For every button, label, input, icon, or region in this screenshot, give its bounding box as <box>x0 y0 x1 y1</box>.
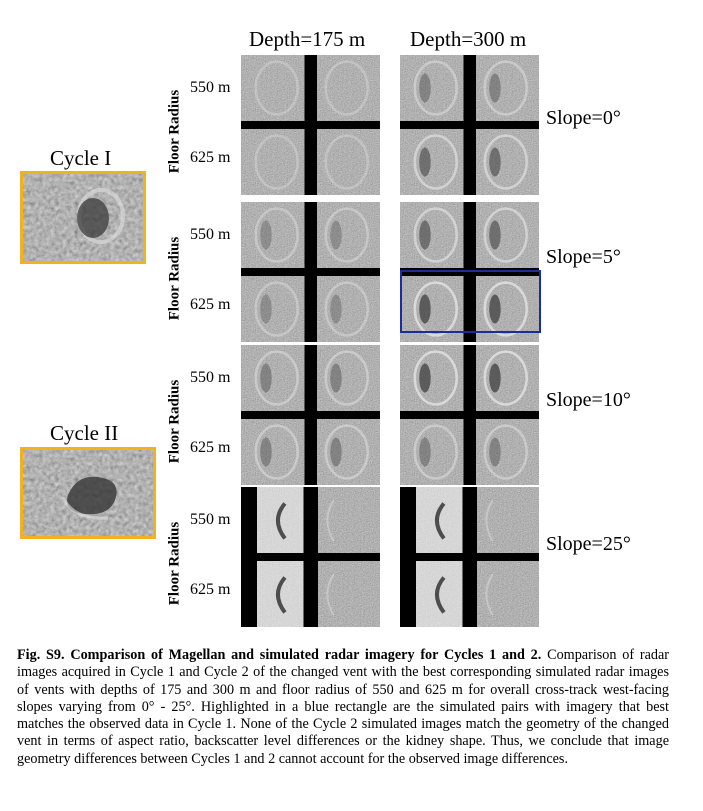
simulated-radar-panel <box>241 419 305 485</box>
caption-title: Fig. S9. Comparison of Magellan and simulated radar imagery for Cycles 1 and 2. <box>17 647 542 663</box>
simulated-radar-panel <box>317 276 381 342</box>
simulated-image-cross <box>241 202 380 342</box>
row-label-625m: 625 m <box>190 296 231 313</box>
simulated-image-cross <box>241 345 380 485</box>
floor-radius-axis-label: Floor Radius <box>166 236 183 321</box>
row-label-550m: 550 m <box>190 226 231 243</box>
caption-body: Comparison of radar images acquired in Cycle 1 and Cycle 2 of the changed vent with the best corresponding simulated radar images of vents with depths of 175 and 300 m and floor radius of 550 and 625 m for overall cross-track west-facing slopes varying from 0° - 25°. Highlighted in a blue rectangle are the simulated pairs with imagery that best matches the observed data in Cycle 1. None of the Cycle 2 simulated images match the geometry of the changed vent in terms of aspect ratio, backscatter level differences or the kidney shape. Thus, we conclude that image geometry differences between Cycles 1 and 2 cannot account for the observed image differences. <box>17 647 670 767</box>
simulated-radar-panel <box>400 202 464 268</box>
simulated-radar-panel <box>241 55 305 121</box>
best-match-highlight-box <box>400 270 541 333</box>
cycle-1-radar-image <box>20 171 146 264</box>
slope-label: Slope=25° <box>546 533 631 555</box>
slope-label: Slope=0° <box>546 107 621 129</box>
column-header-depth-175: Depth=175 m <box>249 27 366 51</box>
column-header-depth-300: Depth=300 m <box>410 27 527 51</box>
simulated-radar-panel <box>476 345 540 411</box>
row-label-625m: 625 m <box>190 149 231 166</box>
cycle-1-label: Cycle I <box>50 146 112 170</box>
row-label-550m: 550 m <box>190 79 231 96</box>
simulated-radar-panel <box>476 129 540 195</box>
simulated-radar-panel <box>318 487 381 553</box>
simulated-image-cross <box>400 55 539 195</box>
simulated-radar-panel <box>241 202 305 268</box>
row-label-625m: 625 m <box>190 439 231 456</box>
simulated-radar-panel <box>416 487 463 553</box>
simulated-radar-panel <box>317 345 381 411</box>
simulated-radar-panel <box>477 487 540 553</box>
simulated-radar-panel <box>317 129 381 195</box>
simulated-radar-panel <box>317 419 381 485</box>
simulated-radar-panel <box>400 419 464 485</box>
simulated-radar-panel <box>476 419 540 485</box>
row-label-550m: 550 m <box>190 369 231 386</box>
cycle-2-radar-image <box>20 447 156 539</box>
simulated-radar-panel <box>241 129 305 195</box>
floor-radius-axis-label: Floor Radius <box>166 379 183 464</box>
slope-label: Slope=10° <box>546 389 631 411</box>
simulated-radar-panel <box>241 276 305 342</box>
simulated-image-cross <box>241 55 380 195</box>
figure-caption <box>17 647 669 768</box>
simulated-radar-panel <box>476 202 540 268</box>
simulated-radar-panel <box>317 55 381 121</box>
slope-label: Slope=5° <box>546 246 621 268</box>
simulated-image-cross <box>400 345 539 485</box>
simulated-radar-panel <box>400 55 464 121</box>
simulated-radar-panel <box>257 561 304 627</box>
row-label-550m: 550 m <box>190 511 231 528</box>
row-label-625m: 625 m <box>190 581 231 598</box>
simulated-image-cross <box>400 487 539 627</box>
floor-radius-axis-label: Floor Radius <box>166 521 183 606</box>
cycle-2-label: Cycle II <box>50 421 119 445</box>
simulated-radar-panel <box>317 202 381 268</box>
simulated-radar-panel <box>400 345 464 411</box>
simulated-radar-panel <box>416 561 463 627</box>
simulated-radar-panel <box>257 487 304 553</box>
simulated-image-cross <box>241 487 380 627</box>
floor-radius-axis-label: Floor Radius <box>166 89 183 174</box>
simulated-radar-panel <box>476 55 540 121</box>
simulated-radar-panel <box>241 345 305 411</box>
simulated-radar-panel <box>477 561 540 627</box>
simulated-radar-panel <box>318 561 381 627</box>
simulated-radar-panel <box>400 129 464 195</box>
